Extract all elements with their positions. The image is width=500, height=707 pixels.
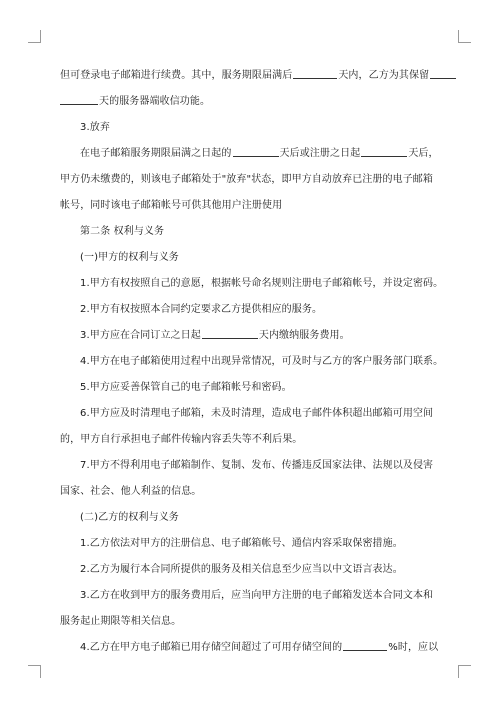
text-segment: 的，甲方自行承担电子邮件传输内容丢失等不利后果。 [60, 434, 303, 445]
text-segment: %时，应以 [388, 642, 439, 653]
text-segment: 帐号，同时该电子邮箱帐号可供其他用户注册使用 [60, 200, 283, 211]
paragraph-line-21 [60, 583, 446, 609]
text-segment: 3.乙方在收到甲方的服务费用后，应当向甲方注册的电子邮箱发送本合同文本和 [80, 590, 434, 601]
party-a-rights-heading [60, 245, 446, 271]
paragraph-line-14 [60, 401, 446, 427]
fill-blank-payment-days [202, 327, 258, 339]
crop-mark-bottom-left [28, 665, 41, 678]
fill-blank-days-after-register [361, 145, 407, 157]
crop-mark-bottom-right [458, 665, 471, 678]
paragraph-line-4 [60, 141, 446, 167]
text-segment: 3.放弃 [80, 122, 110, 133]
text-segment: 天后， [408, 148, 439, 159]
paragraph-line-22 [60, 609, 446, 635]
text-segment: 7.甲方不得利用电子邮箱制作、复制、发布、传播违反国家法律、法规以及侵害 [80, 460, 434, 471]
text-segment: 4.甲方在电子邮箱使用过程中出现异常情况，可及时与乙方的客户服务部门联系。 [80, 356, 444, 367]
text-segment: 第二条 权利与义务 [80, 226, 165, 237]
paragraph-line-20 [60, 557, 446, 583]
text-segment: 2.甲方有权按照本合同约定要求乙方提供相应的服务。 [80, 304, 323, 315]
text-segment: 在电子邮箱服务期限届满之日起的 [80, 148, 232, 159]
fill-blank-days-keep [430, 67, 456, 79]
text-segment: 6.甲方应及时清理电子邮箱，未及时清理，造成电子邮件体积超出邮箱可用空间 [80, 408, 434, 419]
text-segment: 4.乙方在甲方电子邮箱已用存储空间超过了可用存储空间的 [80, 642, 343, 653]
paragraph-line-19 [60, 531, 446, 557]
paragraph-line-2 [60, 89, 446, 115]
paragraph-line-23 [60, 635, 446, 661]
paragraph-line-6 [60, 193, 446, 219]
section-abandon-heading [60, 115, 446, 141]
paragraph-line-11 [60, 323, 446, 349]
text-segment: 天内缴纳服务费用。 [258, 330, 350, 341]
text-segment: 天内，乙方为其保留 [338, 70, 430, 81]
fill-blank-storage-percent [343, 639, 387, 651]
paragraph-line-9 [60, 271, 446, 297]
fill-blank-days-receive [60, 93, 98, 105]
fill-blank-days-after-expiry [233, 145, 279, 157]
article-two-heading [60, 219, 446, 245]
paragraph-line-15 [60, 427, 446, 453]
paragraph-line-5 [60, 167, 446, 193]
text-segment: 但可登录电子邮箱进行续费。其中，服务期限届满后 [60, 70, 293, 81]
text-segment: 3.甲方应在合同订立之日起 [80, 330, 201, 341]
paragraph-line-1 [60, 63, 446, 89]
text-segment: 天后或注册之日起 [279, 148, 361, 159]
text-segment: (一)甲方的权利与义务 [80, 252, 179, 263]
paragraph-line-10 [60, 297, 446, 323]
fill-blank-days-retain [293, 67, 337, 79]
text-segment: 甲方仍未缴费的，则该电子邮箱处于"放弃"状态，即甲方自动放弃已注册的电子邮箱 [60, 174, 433, 185]
text-segment: 1.甲方有权按照自己的意愿，根据帐号命名规则注册电子邮箱帐号，并设定密码。 [80, 278, 444, 289]
text-segment: 1.乙方依法对甲方的注册信息、电子邮箱帐号、通信内容采取保密措施。 [80, 538, 403, 549]
crop-mark-top-right [458, 30, 471, 43]
text-segment: 2.乙方为履行本合同所提供的服务及相关信息至少应当以中文语言表达。 [80, 564, 403, 575]
text-segment: 5.甲方应妥善保管自己的电子邮箱帐号和密码。 [80, 382, 292, 393]
paragraph-line-17 [60, 479, 446, 505]
text-segment: (二)乙方的权利与义务 [80, 512, 179, 523]
text-segment: 天的服务器端收信功能。 [99, 96, 211, 107]
document-body [60, 63, 446, 661]
text-segment: 国家、社会、他人利益的信息。 [60, 486, 202, 497]
crop-mark-top-left [28, 30, 41, 43]
paragraph-line-12 [60, 349, 446, 375]
paragraph-line-16 [60, 453, 446, 479]
paragraph-line-13 [60, 375, 446, 401]
party-b-rights-heading [60, 505, 446, 531]
text-segment: 服务起止期限等相关信息。 [60, 616, 182, 627]
